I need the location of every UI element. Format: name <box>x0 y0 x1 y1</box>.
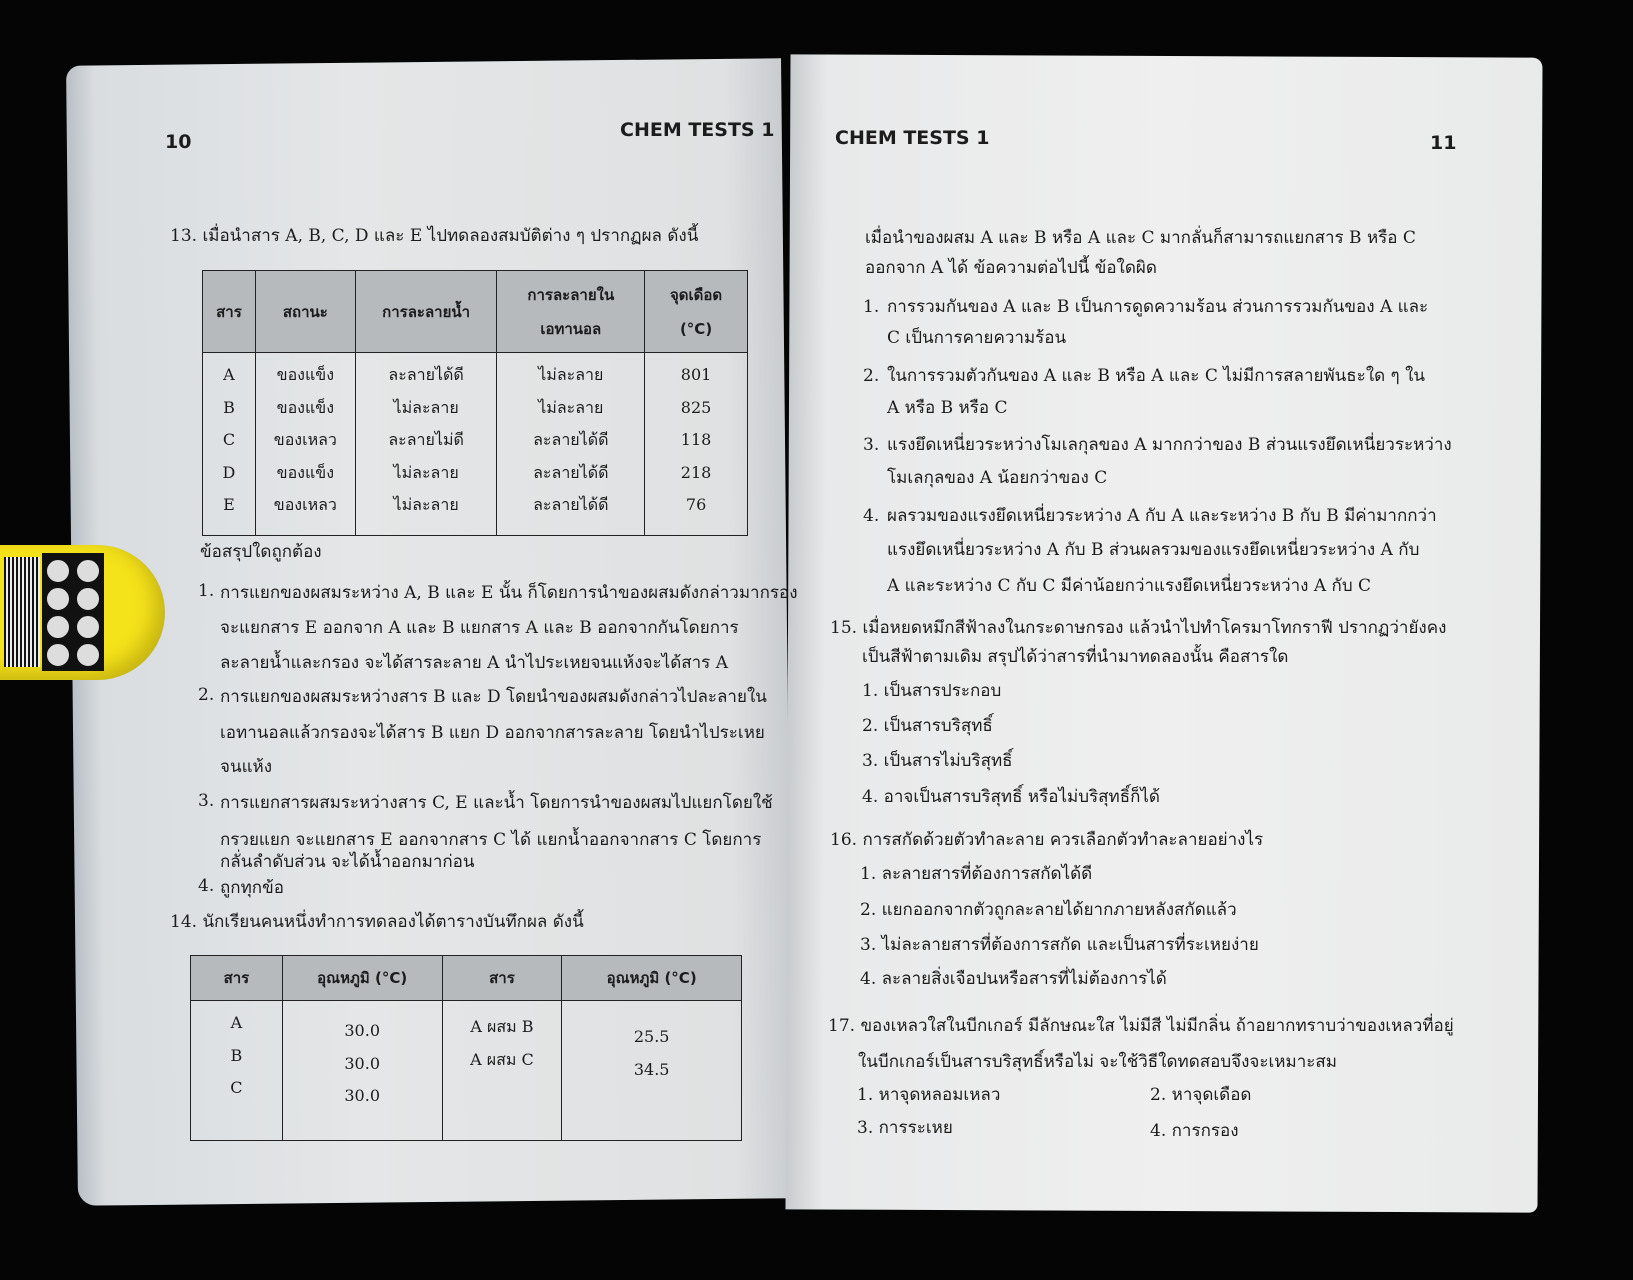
option-number: 2. <box>198 685 215 705</box>
table-header: สถานะ <box>255 271 355 353</box>
option-text: กรวยแยก จะแยกสาร E ออกจากสาร C ได้ แยกน้ำออกจากสาร C โดยการ <box>220 830 762 850</box>
table-header: สาร <box>442 956 562 1001</box>
table-header: การละลายน้ำ <box>355 271 497 353</box>
option-text: 1. หาจุดหลอมเหลว <box>857 1085 1001 1105</box>
table-header: อุณหภูมิ (°C) <box>282 956 442 1001</box>
option-number: 1. <box>198 581 215 601</box>
q14-table <box>190 955 742 1141</box>
option-text: 4. ละลายสิ่งเจือปนหรือสารที่ไม่ต้องการได้ <box>860 969 1167 989</box>
table-header: สาร <box>203 271 256 353</box>
q13-table <box>202 270 748 536</box>
table-cell: ของเหลว <box>273 495 337 514</box>
page-number: 11 <box>1430 132 1457 154</box>
table-cell: ละลายได้ดี <box>388 365 464 384</box>
option-text: การแยกของผสมระหว่างสาร B และ D โดยนำของผสมดังกล่าวไปละลายใน <box>220 687 767 707</box>
question-14-continued: เมื่อนำของผสม A และ B หรือ A และ C มากลั่นก็สามารถแยกสาร B หรือ C <box>865 228 1416 248</box>
table-column-mixture <box>442 1001 562 1141</box>
table-header: อุณหภูมิ (°C) <box>562 956 742 1001</box>
option-text: 3. การระเหย <box>857 1118 953 1138</box>
option-text: แรงยึดเหนี่ยวระหว่าง A กับ B ส่วนผลรวมของแรงยึดเหนี่ยวระหว่าง A กับ <box>887 540 1420 560</box>
table-cell: ไม่ละลาย <box>538 365 604 384</box>
table-cell: ไม่ละลาย <box>393 495 459 514</box>
question-17-stem: 17. ของเหลวใสในบีกเกอร์ มีลักษณะใส ไม่มีสี ไม่มีกลิ่น ถ้าอยากทราบว่าของเหลวที่อยู่ <box>828 1016 1454 1036</box>
option-number: 3. <box>198 791 215 811</box>
table-column-mixture-temperature <box>562 1001 742 1141</box>
option-text: 3. เป็นสารไม่บริสุทธิ์ <box>862 751 1013 771</box>
option-text: 2. แยกออกจากตัวถูกละลายได้ยากภายหลังสกัดแล้ว <box>860 900 1237 920</box>
table-cell: ละลายได้ดี <box>533 462 609 482</box>
yellow-binder-clip <box>0 545 165 680</box>
dot-pattern <box>42 553 104 671</box>
table-cell: ละลายไม่ดี <box>388 430 464 449</box>
option-text: ในการรวมตัวกันของ A และ B หรือ A และ C ไม่มีการสลายพันธะใด ๆ ใน <box>887 366 1426 386</box>
option-text: 4. การกรอง <box>1150 1121 1239 1141</box>
option-text: 4. อาจเป็นสารบริสุทธิ์ หรือไม่บริสุทธิ์ก็ได้ <box>862 787 1160 807</box>
table-cell: 76 <box>685 495 707 514</box>
table-header: สาร <box>191 956 283 1001</box>
table-cell: 801 <box>680 365 712 384</box>
table-column-temperature <box>282 1001 442 1141</box>
table-cell: ไม่ละลาย <box>538 397 604 417</box>
option-text: การแยกสารผสมระหว่างสาร C, E และน้ำ โดยการนำของผสมไปแยกโดยใช้ <box>220 793 773 813</box>
table-cell: A ผสม C <box>470 1049 534 1069</box>
option-text: จะแยกสาร E ออกจาก A และ B แยกสาร A และ B ออกจากกันโดยการ <box>220 618 739 638</box>
running-head: CHEM TESTS 1 <box>835 127 990 149</box>
option-text: 3. ไม่ละลายสารที่ต้องการสกัด และเป็นสารที่ระเหยง่าย <box>860 935 1259 955</box>
table-cell: ละลายได้ดี <box>533 495 609 514</box>
table-column-state <box>255 353 355 536</box>
option-number: 3. <box>863 435 880 455</box>
table-cell: 825 <box>680 397 712 417</box>
table-cell: 118 <box>680 430 712 449</box>
option-text: 2. เป็นสารบริสุทธิ์ <box>862 716 993 736</box>
question-15-stem: 15. เมื่อหยดหมึกสีฟ้าลงในกระดาษกรอง แล้วนำไปทำโครมาโทกราฟี ปรากฏว่ายังคง <box>830 618 1447 638</box>
option-text: เอทานอลแล้วกรองจะได้สาร B แยก D ออกจากสารละลาย โดยนำไประเหย <box>220 723 765 743</box>
option-text: การรวมกันของ A และ B เป็นการดูดความร้อน ส่วนการรวมกันของ A และ <box>887 297 1429 317</box>
table-cell: 34.5 <box>633 1059 670 1079</box>
option-text: 2. หาจุดเดือด <box>1150 1085 1252 1105</box>
table-cell: D <box>222 462 236 482</box>
question-14-stem: 14. นักเรียนคนหนึ่งทำการทดลองได้ตารางบันทึกผล ดังนี้ <box>170 912 584 932</box>
option-text: กลั่นลำดับส่วน จะได้น้ำออกมาก่อน <box>220 852 475 872</box>
table-cell: A <box>223 365 235 384</box>
question-13-stem: 13. เมื่อนำสาร A, B, C, D และ E ไปทดลองสมบัติต่าง ๆ ปรากฏผล ดังนี้ <box>170 226 699 246</box>
option-text: 1. เป็นสารประกอบ <box>862 681 1002 701</box>
q13-prompt: ข้อสรุปใดถูกต้อง <box>200 542 322 562</box>
option-text: จนแห้ง <box>220 757 273 777</box>
table-cell: ของแข็ง <box>276 365 335 384</box>
option-text: A และระหว่าง C กับ C มีค่าน้อยกว่าแรงยึดเหนี่ยวระหว่าง A กับ C <box>887 576 1372 596</box>
question-15-stem: เป็นสีฟ้าตามเดิม สรุปได้ว่าสารที่นำมาทดลองนั้น คือสารใด <box>862 647 1289 667</box>
table-cell: 25.5 <box>633 1027 670 1046</box>
table-cell: 218 <box>680 462 712 482</box>
table-cell: B <box>223 397 235 417</box>
table-cell: 30.0 <box>344 1053 380 1073</box>
question-14-continued: ออกจาก A ได้ ข้อความต่อไปนี้ ข้อใดผิด <box>865 258 1157 278</box>
option-text: ละลายน้ำและกรอง จะได้สารละลาย A นำไประเหยจนแห้งจะได้สาร A <box>220 653 728 673</box>
table-cell: A <box>230 1013 243 1032</box>
barcode-stripes <box>4 557 40 667</box>
table-cell: ละลายได้ดี <box>533 430 609 449</box>
option-text: ถูกทุกข้อ <box>220 878 284 898</box>
table-column-water-solubility <box>355 353 497 536</box>
table-column-boiling-point <box>645 353 748 536</box>
table-header: การละลายใน เอทานอล <box>497 271 645 353</box>
option-text: 1. ละลายสารที่ต้องการสกัดได้ดี <box>860 864 1093 884</box>
table-cell: B <box>230 1045 243 1065</box>
table-column-substance <box>191 1001 283 1141</box>
table-cell: C <box>222 430 236 449</box>
option-text: ผลรวมของแรงยึดเหนี่ยวระหว่าง A กับ A และระหว่าง B กับ B มีค่ามากกว่า <box>887 506 1437 526</box>
table-cell: ของเหลว <box>273 430 337 449</box>
table-cell: ไม่ละลาย <box>393 462 459 482</box>
table-cell: E <box>223 495 235 514</box>
option-number: 1. <box>863 297 880 317</box>
page-number: 10 <box>165 131 192 153</box>
table-column-ethanol-solubility <box>497 353 645 536</box>
question-16-stem: 16. การสกัดด้วยตัวทำละลาย ควรเลือกตัวทำละลายอย่างไร <box>830 830 1264 850</box>
table-cell: C <box>230 1078 243 1097</box>
option-text: โมเลกุลของ A น้อยกว่าของ C <box>887 468 1108 488</box>
table-cell: ของแข็ง <box>276 462 335 482</box>
running-head: CHEM TESTS 1 <box>620 119 775 141</box>
option-text: แรงยึดเหนี่ยวระหว่างโมเลกุลของ A มากกว่าของ B ส่วนแรงยึดเหนี่ยวระหว่าง <box>887 435 1452 455</box>
table-cell: A ผสม B <box>470 1017 534 1036</box>
option-text: A หรือ B หรือ C <box>887 398 1008 418</box>
table-cell: ไม่ละลาย <box>393 397 459 417</box>
table-cell: 30.0 <box>344 1086 380 1105</box>
option-text: การแยกของผสมระหว่าง A, B และ E นั้น ก็โดยการนำของผสมดังกล่าวมากรอง <box>220 583 798 603</box>
option-number: 2. <box>863 366 880 386</box>
table-cell: ของแข็ง <box>276 397 335 417</box>
option-text: C เป็นการคายความร้อน <box>887 328 1067 348</box>
option-number: 4. <box>863 506 880 526</box>
table-header: จุดเดือด (°C) <box>645 271 748 353</box>
table-column-substance <box>203 353 256 536</box>
option-number: 4. <box>198 876 215 896</box>
table-cell: 30.0 <box>344 1021 380 1040</box>
question-17-stem: ในบีกเกอร์เป็นสารบริสุทธิ์หรือไม่ จะใช้วิธีใดทดสอบจึงจะเหมาะสม <box>858 1052 1337 1072</box>
